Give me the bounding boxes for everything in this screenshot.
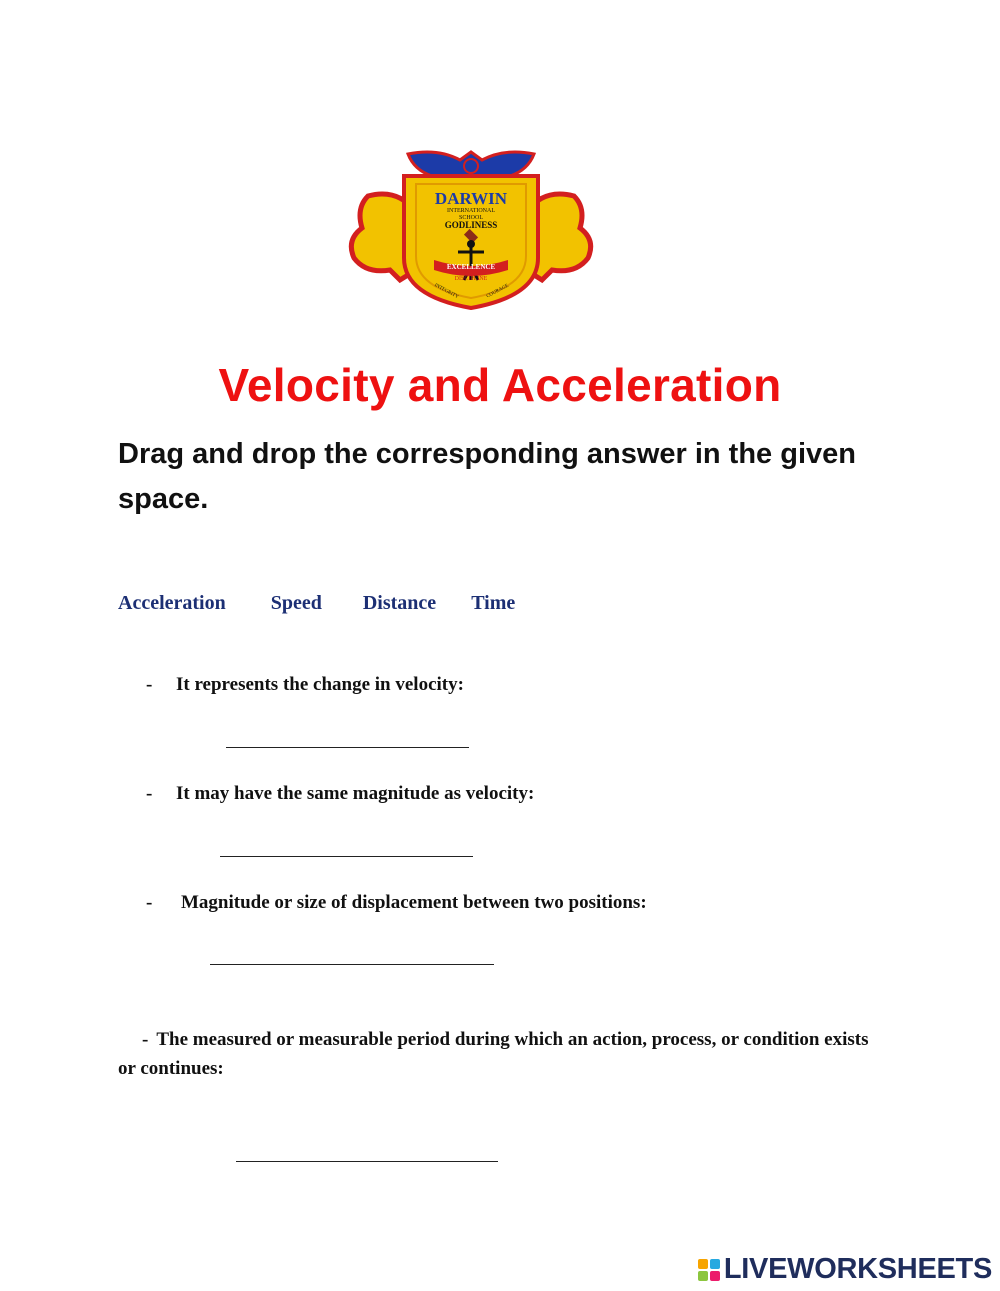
logo-block [698,1271,708,1281]
draggable-answer-time[interactable]: Time [471,592,516,614]
logo-block [698,1259,708,1269]
draggable-answer-distance[interactable]: Distance [362,592,437,614]
crest-base-left: INTEGRITY [433,283,460,301]
question-bullet: - [146,892,153,913]
crest-subtitle-2: SCHOOL [458,215,484,221]
logo-block [710,1259,720,1269]
crest-school-name: DARWIN [434,189,508,208]
question-text: It may have the same magnitude as velocity: [176,783,535,804]
drop-zone-4[interactable] [236,1161,498,1162]
question-text: The measured or measurable period during which an action, process, or condition exists or continues: [118,1029,869,1079]
question-3 [146,892,647,914]
crest-subtitle-1: INTERNATIONAL [447,208,495,214]
question-bullet: - [142,1029,149,1050]
question-bullet: - [146,783,153,804]
crest-motto: GODLINESS [444,220,498,230]
drop-zone-1[interactable] [226,747,469,748]
question-4 [118,1025,878,1083]
crest-ribbon: EXCELLENCE [446,263,496,271]
worksheet-title: Velocity and Acceleration [218,359,782,411]
brand-name: LIVEWORKSHEETS [723,1253,992,1285]
drop-zone-2[interactable] [220,856,473,857]
question-1 [146,674,464,696]
question-text: Magnitude or size of displacement between two positions: [181,892,647,913]
logo-block [710,1271,720,1281]
word-bank [118,592,515,615]
crest-ribbon-2: DISCIPLINE [454,276,488,282]
instructions-text: Drag and drop the corresponding answer in the given space. [118,438,856,515]
drop-zone-3[interactable] [210,964,494,965]
question-text: It represents the change in velocity: [176,674,464,695]
liveworksheets-logo-icon [698,1259,720,1281]
question-2 [146,783,534,805]
liveworksheets-brand[interactable] [698,1253,992,1286]
school-logo [338,148,604,312]
draggable-answer-speed[interactable]: Speed [270,592,322,614]
draggable-answer-acceleration[interactable]: Acceleration [118,592,226,614]
question-bullet: - [146,674,153,695]
school-crest-icon [338,148,604,312]
crest-base-right: COURAGE [485,283,510,300]
